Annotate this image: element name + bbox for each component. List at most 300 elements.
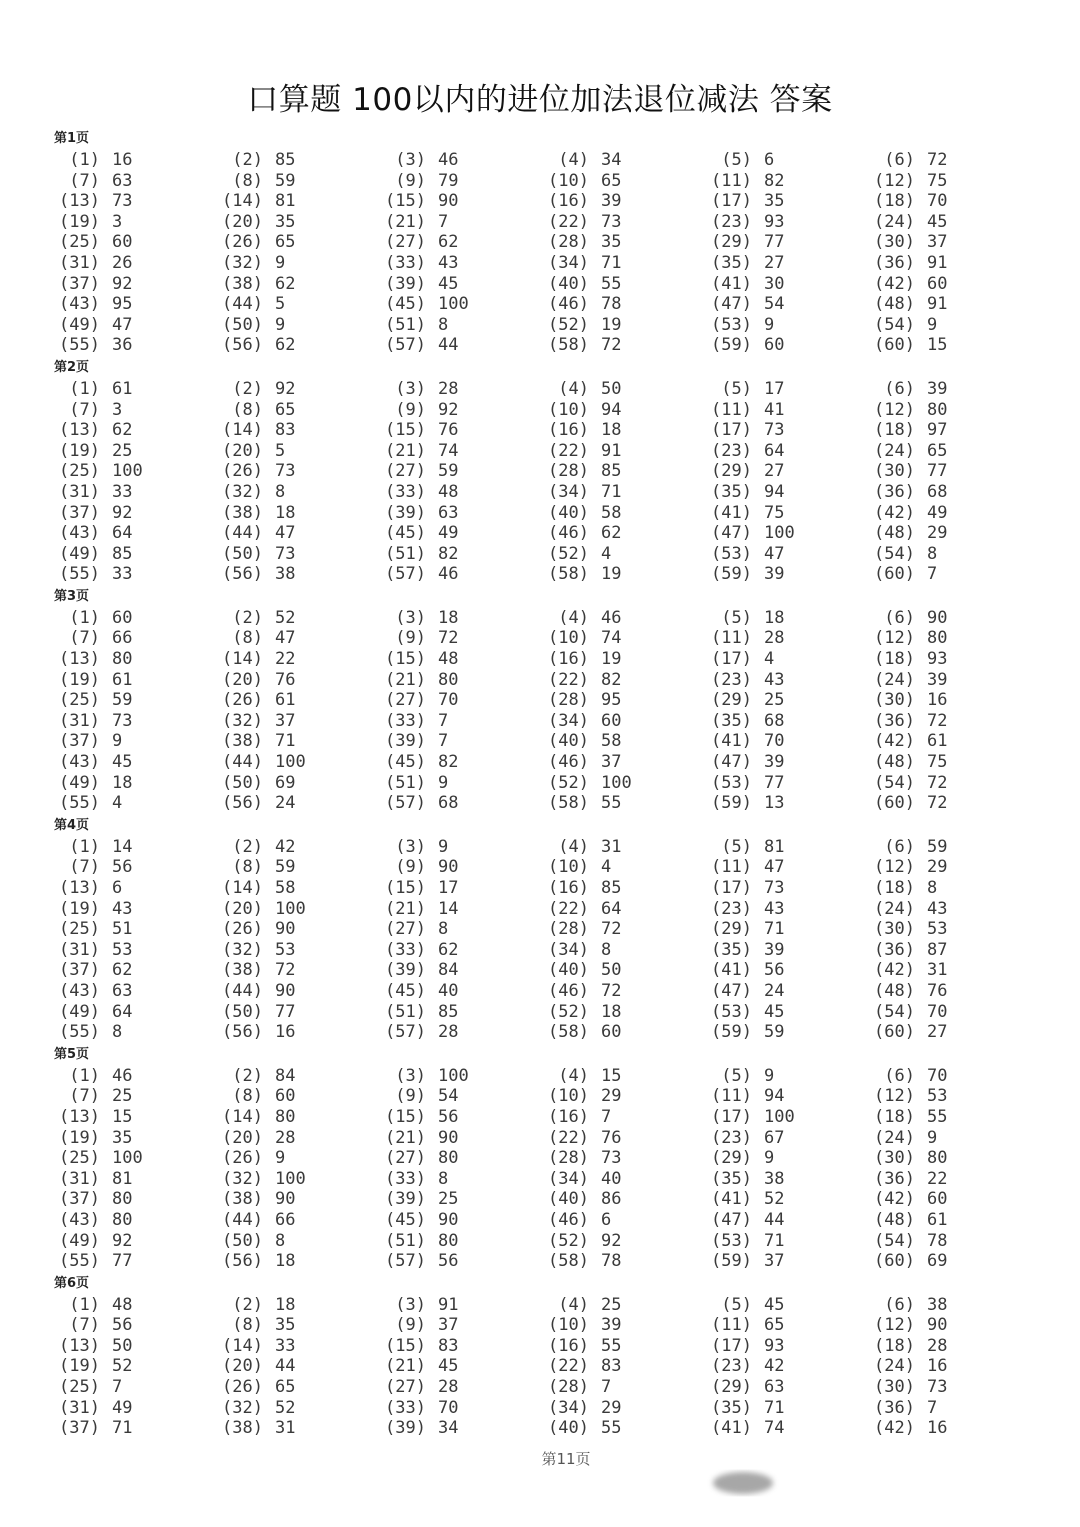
answer-item — [869, 1148, 947, 1169]
answer-item — [706, 1231, 784, 1252]
answer-row — [54, 731, 1064, 752]
answer-item — [54, 857, 132, 878]
answer-value: 37 — [927, 232, 948, 253]
answer-item — [217, 1066, 295, 1087]
answer-value: 90 — [275, 919, 296, 940]
answer-value: 80 — [112, 649, 133, 670]
answer-value: 82 — [764, 170, 785, 191]
answer-value: 33 — [112, 481, 133, 502]
answer-item — [380, 274, 458, 295]
answer-value: 61 — [927, 1209, 948, 1230]
answer-item — [217, 690, 295, 711]
answer-value: 38 — [764, 1168, 785, 1189]
answer-item — [869, 940, 947, 961]
answer-value: 16 — [927, 690, 948, 711]
answer-value: 80 — [927, 1148, 948, 1169]
answer-value: 29 — [927, 857, 948, 878]
answer-value: 90 — [438, 1209, 459, 1230]
answer-value: 64 — [112, 1001, 133, 1022]
answer-item — [380, 150, 458, 171]
question-number: (42) — [874, 960, 915, 981]
question-number: (43) — [59, 752, 100, 773]
question-number: (59) — [711, 335, 752, 356]
answer-item — [706, 379, 784, 400]
answer-row — [54, 940, 1064, 961]
answer-value: 90 — [438, 857, 459, 878]
answer-value: 77 — [927, 461, 948, 482]
question-number: (24) — [874, 898, 915, 919]
question-number: (41) — [711, 731, 752, 752]
question-number: (12) — [874, 170, 915, 191]
answer-item — [543, 1418, 621, 1439]
question-number: (14) — [222, 191, 263, 212]
answer-value: 8 — [438, 314, 449, 335]
question-number: (5) — [721, 1294, 752, 1315]
answer-value: 28 — [275, 1127, 296, 1148]
answer-value: 59 — [275, 857, 296, 878]
answer-item — [869, 523, 947, 544]
answer-item — [217, 940, 295, 961]
question-number: (37) — [59, 1418, 100, 1439]
answer-value: 24 — [764, 980, 785, 1001]
answer-value: 61 — [112, 669, 133, 690]
answer-value: 53 — [927, 919, 948, 940]
question-number: (30) — [874, 1377, 915, 1398]
question-number: (7) — [69, 399, 100, 420]
answer-item — [380, 1128, 458, 1149]
question-number: (21) — [385, 1127, 426, 1148]
answer-item — [706, 564, 784, 585]
answer-row — [54, 171, 1064, 192]
answer-row — [54, 544, 1064, 565]
answer-item — [54, 1169, 132, 1190]
answer-value: 72 — [601, 980, 622, 1001]
answer-item — [869, 564, 937, 585]
answer-value: 28 — [927, 1335, 948, 1356]
answer-item — [869, 649, 947, 670]
answer-value: 29 — [927, 523, 948, 544]
answer-value: 50 — [601, 378, 622, 399]
answer-item — [869, 690, 947, 711]
answer-item — [54, 1377, 122, 1398]
answer-item — [54, 1107, 132, 1128]
question-number: (45) — [385, 1209, 426, 1230]
question-number: (20) — [222, 440, 263, 461]
answer-item — [217, 503, 295, 524]
answer-value: 16 — [927, 1356, 948, 1377]
question-number: (46) — [548, 294, 589, 315]
question-number: (29) — [711, 232, 752, 253]
question-number: (34) — [548, 939, 589, 960]
answer-value: 74 — [438, 440, 459, 461]
answer-value: 50 — [601, 960, 622, 981]
answer-value: 65 — [275, 399, 296, 420]
answer-item — [869, 1066, 947, 1087]
question-number: (6) — [884, 150, 915, 170]
answer-item — [706, 232, 784, 253]
answer-item — [869, 670, 947, 691]
answer-value: 75 — [764, 502, 785, 523]
answer-value: 43 — [112, 898, 133, 919]
answer-value: 92 — [112, 273, 133, 294]
answer-value: 92 — [438, 399, 459, 420]
answer-value: 77 — [112, 1251, 133, 1272]
answer-item — [217, 1148, 285, 1169]
question-number: (52) — [548, 772, 589, 793]
answer-row — [54, 670, 1064, 691]
answer-value: 90 — [927, 607, 948, 628]
answer-value: 39 — [764, 939, 785, 960]
answer-value: 76 — [601, 1127, 622, 1148]
answer-value: 4 — [764, 649, 775, 670]
question-number: (49) — [59, 1001, 100, 1022]
question-number: (14) — [222, 878, 263, 898]
answer-item — [543, 1107, 611, 1128]
question-number: (13) — [59, 1106, 100, 1127]
answer-value: 25 — [764, 690, 785, 711]
question-number: (3) — [395, 836, 426, 857]
question-number: (1) — [69, 150, 100, 170]
answer-item — [54, 649, 132, 670]
answer-value: 9 — [764, 1148, 775, 1169]
answer-item — [869, 441, 947, 462]
answer-item — [543, 191, 621, 212]
question-number: (17) — [711, 1106, 752, 1127]
answer-item — [543, 628, 621, 649]
answer-item — [54, 731, 122, 752]
answer-item — [706, 649, 774, 670]
answer-item — [54, 773, 132, 794]
answer-value: 63 — [764, 1377, 785, 1398]
answer-value: 45 — [438, 273, 459, 294]
answer-item — [706, 441, 784, 462]
answer-value: 61 — [275, 690, 296, 711]
question-number: (23) — [711, 898, 752, 919]
answer-value: 74 — [601, 628, 622, 649]
answer-value: 37 — [601, 752, 622, 773]
question-number: (33) — [385, 252, 426, 273]
answer-value: 45 — [438, 1356, 459, 1377]
answer-value: 42 — [764, 1356, 785, 1377]
question-number: (29) — [711, 919, 752, 940]
question-number: (2) — [232, 1294, 263, 1315]
question-number: (39) — [385, 1418, 426, 1439]
question-number: (15) — [385, 649, 426, 670]
answer-item — [706, 1066, 774, 1087]
question-number: (10) — [548, 1315, 589, 1336]
question-number: (34) — [548, 710, 589, 731]
question-number: (28) — [548, 232, 589, 253]
answer-item — [54, 503, 132, 524]
answer-value: 9 — [275, 1148, 286, 1169]
question-number: (5) — [721, 836, 752, 857]
question-number: (12) — [874, 1315, 915, 1336]
question-number: (10) — [548, 628, 589, 649]
question-number: (3) — [395, 150, 426, 170]
answer-value: 85 — [438, 1001, 459, 1022]
answer-value: 73 — [927, 1377, 948, 1398]
answer-value: 90 — [275, 1189, 296, 1210]
answer-value: 35 — [275, 211, 296, 232]
answer-item — [217, 1377, 295, 1398]
answer-item — [217, 981, 295, 1002]
answer-item — [869, 919, 947, 940]
answer-row — [54, 690, 1064, 711]
question-number: (18) — [874, 878, 915, 898]
answer-value: 62 — [112, 420, 133, 441]
question-number: (20) — [222, 1127, 263, 1148]
question-number: (33) — [385, 939, 426, 960]
answer-value: 45 — [764, 1001, 785, 1022]
answer-value: 70 — [764, 731, 785, 752]
answer-row — [54, 773, 1064, 794]
answer-row — [54, 294, 1064, 315]
section-label: 第1页 — [54, 131, 90, 146]
question-number: (28) — [548, 1377, 589, 1398]
question-number: (48) — [874, 294, 915, 315]
question-number: (39) — [385, 502, 426, 523]
question-number: (22) — [548, 669, 589, 690]
answer-item — [706, 608, 784, 629]
answer-value: 37 — [275, 710, 296, 731]
answer-item — [54, 1210, 132, 1231]
answer-value: 19 — [601, 314, 622, 335]
question-number: (53) — [711, 543, 752, 564]
question-number: (25) — [59, 461, 100, 482]
answer-value: 61 — [112, 378, 133, 399]
answer-value: 34 — [438, 1418, 459, 1439]
answer-item — [706, 482, 784, 503]
answer-item — [54, 171, 132, 192]
answer-item — [54, 1336, 132, 1357]
question-number: (40) — [548, 273, 589, 294]
question-number: (16) — [548, 649, 589, 670]
answer-value: 8 — [601, 939, 612, 960]
answer-value: 66 — [275, 1209, 296, 1230]
answer-value: 68 — [764, 710, 785, 731]
answer-value: 87 — [927, 939, 948, 960]
answer-item — [869, 315, 937, 336]
answer-item — [380, 670, 458, 691]
question-number: (45) — [385, 294, 426, 315]
question-number: (47) — [711, 752, 752, 773]
question-number: (38) — [222, 731, 263, 752]
answer-value: 9 — [438, 772, 449, 793]
question-number: (13) — [59, 191, 100, 212]
answer-item — [380, 420, 458, 441]
question-number: (56) — [222, 335, 263, 356]
answer-item — [706, 837, 784, 858]
answer-item — [380, 940, 458, 961]
answer-item — [380, 731, 448, 752]
answer-value: 7 — [601, 1377, 612, 1398]
answer-item — [706, 150, 774, 171]
answer-value: 18 — [601, 420, 622, 441]
answer-item — [543, 523, 621, 544]
question-number: (50) — [222, 314, 263, 335]
answer-row — [54, 1377, 1064, 1398]
question-number: (10) — [548, 170, 589, 191]
answer-item — [54, 232, 132, 253]
answer-value: 47 — [275, 628, 296, 649]
answer-value: 52 — [764, 1189, 785, 1210]
answer-item — [869, 608, 947, 629]
answer-item — [54, 1189, 132, 1210]
question-number: (20) — [222, 898, 263, 919]
question-number: (60) — [874, 793, 915, 814]
answer-item — [54, 960, 132, 981]
answer-value: 85 — [275, 150, 296, 170]
answer-item — [706, 878, 784, 899]
answer-value: 71 — [764, 1397, 785, 1418]
answer-item — [706, 1086, 784, 1107]
answer-item — [54, 837, 132, 858]
answer-value: 58 — [601, 731, 622, 752]
answer-item — [380, 253, 458, 274]
answer-value: 7 — [927, 1397, 938, 1418]
question-number: (37) — [59, 502, 100, 523]
answer-value: 14 — [112, 836, 133, 857]
question-number: (45) — [385, 752, 426, 773]
answer-value: 6 — [601, 1209, 612, 1230]
answer-item — [869, 1377, 947, 1398]
answer-value: 17 — [438, 878, 459, 898]
question-number: (24) — [874, 1356, 915, 1377]
answer-item — [54, 420, 132, 441]
question-number: (4) — [558, 836, 589, 857]
answer-value: 26 — [112, 252, 133, 273]
answer-item — [380, 1002, 458, 1023]
answer-item — [543, 837, 621, 858]
answer-value: 52 — [275, 607, 296, 628]
answer-value: 71 — [112, 1418, 133, 1439]
answer-item — [217, 482, 285, 503]
question-number: (42) — [874, 1418, 915, 1439]
answer-item — [869, 1086, 947, 1107]
question-number: (15) — [385, 191, 426, 212]
page-title: 口算题 100以内的进位加法退位减法 答案 — [247, 82, 833, 118]
question-number: (40) — [548, 502, 589, 523]
answer-row — [54, 1107, 1064, 1128]
answer-item — [380, 1336, 458, 1357]
question-number: (13) — [59, 649, 100, 670]
answer-item — [380, 960, 458, 981]
question-number: (30) — [874, 1148, 915, 1169]
question-number: (56) — [222, 564, 263, 585]
question-number: (38) — [222, 1418, 263, 1439]
question-number: (47) — [711, 294, 752, 315]
answer-value: 25 — [112, 1086, 133, 1107]
question-number: (31) — [59, 1168, 100, 1189]
answer-row — [54, 837, 1064, 858]
question-number: (24) — [874, 440, 915, 461]
question-number: (14) — [222, 649, 263, 670]
question-number: (27) — [385, 690, 426, 711]
question-number: (26) — [222, 1148, 263, 1169]
question-number: (48) — [874, 980, 915, 1001]
question-number: (27) — [385, 232, 426, 253]
answer-item — [217, 711, 295, 732]
answer-item — [706, 400, 784, 421]
answer-value: 80 — [927, 399, 948, 420]
answer-item — [869, 1002, 947, 1023]
question-number: (31) — [59, 481, 100, 502]
question-number: (20) — [222, 1356, 263, 1377]
answer-item — [54, 150, 132, 171]
question-number: (14) — [222, 1335, 263, 1356]
question-number: (26) — [222, 232, 263, 253]
question-number: (18) — [874, 649, 915, 670]
answer-value: 35 — [601, 232, 622, 253]
answer-value: 76 — [438, 420, 459, 441]
answer-value: 94 — [764, 1086, 785, 1107]
answer-item — [54, 793, 122, 814]
answer-item — [706, 857, 784, 878]
question-number: (37) — [59, 960, 100, 981]
answer-item — [380, 793, 458, 814]
question-number: (29) — [711, 690, 752, 711]
answer-item — [217, 1210, 295, 1231]
question-number: (11) — [711, 857, 752, 878]
answer-item — [217, 878, 295, 899]
answer-value: 70 — [927, 1001, 948, 1022]
answer-value: 71 — [601, 252, 622, 273]
answer-item — [706, 1189, 784, 1210]
question-number: (36) — [874, 252, 915, 273]
answer-item — [706, 212, 784, 233]
answer-item — [54, 1356, 132, 1377]
question-number: (47) — [711, 523, 752, 544]
answer-item — [217, 544, 295, 565]
answer-value: 67 — [764, 1127, 785, 1148]
answer-value: 79 — [438, 170, 459, 191]
answer-row — [54, 878, 1064, 899]
answer-value: 65 — [927, 440, 948, 461]
answer-item — [706, 274, 784, 295]
question-number: (2) — [232, 150, 263, 170]
answer-item — [380, 191, 458, 212]
question-number: (15) — [385, 420, 426, 441]
answer-item — [217, 191, 295, 212]
answer-item — [217, 899, 306, 920]
answer-item — [869, 482, 947, 503]
answer-item — [543, 274, 621, 295]
answer-value: 60 — [601, 1022, 622, 1043]
question-number: (41) — [711, 1189, 752, 1210]
answer-value: 54 — [764, 294, 785, 315]
question-number: (41) — [711, 273, 752, 294]
answer-value: 100 — [764, 1106, 795, 1127]
question-number: (8) — [232, 399, 263, 420]
question-number: (9) — [395, 399, 426, 420]
answer-item — [54, 1086, 132, 1107]
answer-value: 6 — [112, 878, 123, 898]
answer-value: 62 — [275, 273, 296, 294]
answer-value: 91 — [438, 1294, 459, 1315]
answer-value: 80 — [112, 1189, 133, 1210]
answer-item — [217, 274, 295, 295]
answer-item — [380, 649, 458, 670]
answer-value: 54 — [438, 1086, 459, 1107]
answer-row — [54, 857, 1064, 878]
answer-value: 93 — [764, 1335, 785, 1356]
question-number: (1) — [69, 1065, 100, 1086]
answer-item — [706, 1418, 784, 1439]
answer-value: 82 — [601, 669, 622, 690]
answer-value: 8 — [927, 878, 938, 898]
question-number: (3) — [395, 1065, 426, 1086]
question-number: (16) — [548, 420, 589, 441]
